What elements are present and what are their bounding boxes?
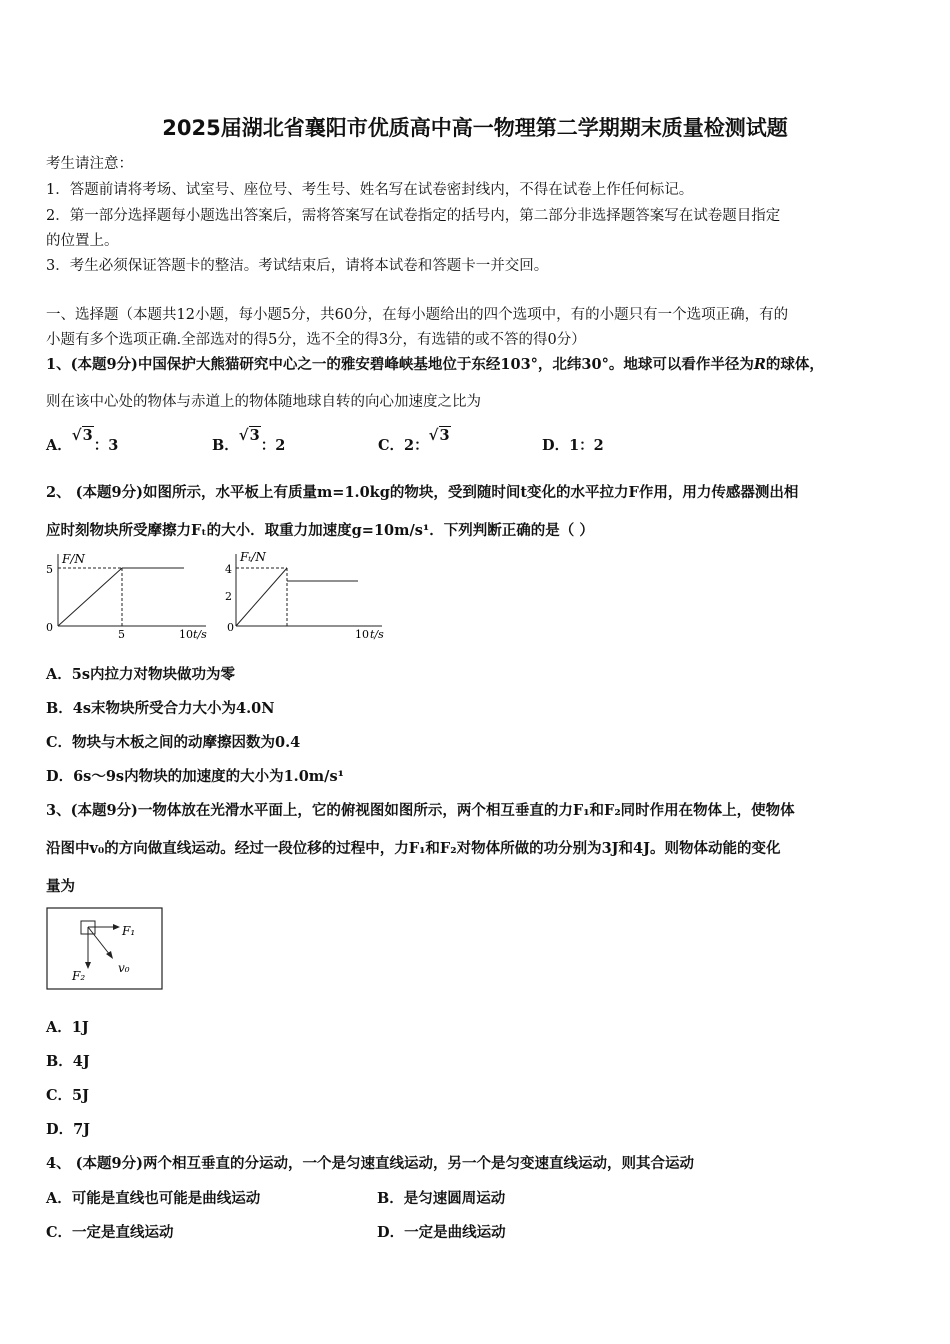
- question-1-text-end: 的球体，: [765, 356, 824, 373]
- sqrt-symbol: √3: [238, 426, 260, 444]
- q3-option-a[interactable]: A．1J: [46, 1019, 89, 1036]
- option-label: C．2：: [378, 437, 429, 454]
- y-axis-label: Fₜ/N: [240, 550, 266, 564]
- sqrt-symbol: √3: [71, 426, 93, 444]
- x-tick: 5: [118, 628, 125, 640]
- q1-option-a[interactable]: [46, 426, 119, 455]
- option-text: ：3: [93, 437, 119, 454]
- q4-option-c[interactable]: C．一定是直线运动: [46, 1224, 174, 1241]
- page-title: 2025届湖北省襄阳市优质高中高一物理第二学期期末质量检测试题: [162, 116, 788, 140]
- v0-label: v₀: [118, 961, 130, 975]
- q1-option-c[interactable]: [378, 426, 451, 455]
- question-1-stem: [46, 353, 824, 374]
- question-3-stem-end: 量为: [46, 878, 75, 895]
- radicand: 3: [439, 427, 450, 444]
- q2-option-d[interactable]: D．6s～9s内物块的加速度的大小为1.0m/s¹: [46, 768, 344, 785]
- sqrt-symbol: √3: [428, 426, 450, 444]
- notice-heading: 考生请注意：: [46, 156, 133, 172]
- option-label: A．: [46, 437, 72, 454]
- section-heading: 一、选择题（本题共12小题，每小题5分，共60分，在每小题给出的四个选项中，有的小题只有一个选项正确，有的: [46, 307, 789, 323]
- y-tick: 5: [46, 563, 53, 576]
- q1-option-d[interactable]: D．1：2: [542, 437, 604, 454]
- radicand: 3: [82, 427, 93, 444]
- force-top-view-figure: [46, 907, 164, 991]
- friction-ramp: [236, 568, 287, 626]
- question-3-stem-cont: 沿图中v₀的方向做直线运动。经过一段位移的过程中，力F₁和F₂对物体所做的功分别为3J和4J。则物体动能的变化: [46, 840, 781, 857]
- y-tick: 2: [225, 590, 232, 603]
- q4-option-a[interactable]: A．可能是直线也可能是曲线运动: [46, 1190, 261, 1207]
- q4-option-b[interactable]: B．是匀速圆周运动: [377, 1190, 506, 1207]
- notice-item: 1．答题前请将考场、试室号、座位号、考生号、姓名写在试卷密封线内，不得在试卷上作任何标记。: [46, 182, 694, 198]
- q1-option-b[interactable]: [212, 426, 286, 455]
- x-axis-label: t/s: [370, 628, 384, 640]
- q2-option-a[interactable]: A．5s内拉力对物块做功为零: [46, 666, 236, 683]
- section-heading-cont: 小题有多个选项正确.全部选对的得5分，选不全的得3分，有选错的或不答的得0分）: [46, 332, 586, 348]
- x-tick: 10: [179, 628, 193, 640]
- question-1-stem-cont: 则在该中心处的物体与赤道上的物体随地球自转的向心加速度之比为: [46, 394, 481, 410]
- v0-arrow: [88, 927, 110, 955]
- force-ramp: [58, 568, 122, 626]
- question-2-stem: 2、 (本题9分)如图所示，水平板上有质量m=1.0kg的物块，受到随时间t变化的水平拉力F作用，用力传感器测出相: [46, 484, 799, 501]
- q4-option-d[interactable]: D．一定是曲线运动: [377, 1224, 506, 1241]
- origin-label: 0: [227, 621, 234, 634]
- x-axis-label: t/s: [193, 628, 207, 640]
- x-tick: 10: [355, 628, 369, 640]
- v0-arrowhead: [106, 951, 113, 959]
- f1-label: F₁: [122, 924, 136, 938]
- q2-option-c[interactable]: C．物块与木板之间的动摩擦因数为0.4: [46, 734, 301, 751]
- option-label: B．: [212, 437, 239, 454]
- y-axis-label: F/N: [62, 552, 85, 566]
- question-1-text: 1、(本题9分)中国保护大熊猫研究中心之一的雅安碧峰峡基地位于东经103°，北纬30°。地球可以看作半径为: [46, 356, 754, 373]
- origin-label: 0: [46, 621, 53, 634]
- question-4-stem: 4、 (本题9分)两个相互垂直的分运动，一个是匀速直线运动，另一个是匀变速直线运动，则其合运动: [46, 1155, 694, 1172]
- radicand: 3: [249, 427, 260, 444]
- option-text: ：2: [260, 437, 286, 454]
- y-tick: 4: [225, 563, 232, 576]
- f1-arrowhead: [113, 924, 120, 930]
- friction-time-graph: [222, 548, 402, 640]
- question-3-stem: 3、(本题9分)一物体放在光滑水平面上，它的俯视图如图所示，两个相互垂直的力F₁和F₂同时作用在物体上，使物体: [46, 802, 795, 819]
- radius-symbol: R: [753, 356, 766, 373]
- f2-label: F₂: [72, 969, 86, 983]
- notice-item: 2．第一部分选择题每小题选出答案后，需将答案写在试卷指定的括号内，第二部分非选择题答案写在试卷题目指定: [46, 208, 781, 224]
- force-time-graph: [40, 548, 220, 640]
- q3-option-d[interactable]: D．7J: [46, 1121, 91, 1138]
- notice-item: 的位置上。: [46, 233, 119, 249]
- q3-option-b[interactable]: B．4J: [46, 1053, 90, 1070]
- q2-option-b[interactable]: B．4s末物块所受合力大小为4.0N: [46, 700, 275, 717]
- f2-arrowhead: [85, 962, 91, 969]
- q3-option-c[interactable]: C．5J: [46, 1087, 89, 1104]
- notice-item: 3．考生必须保证答题卡的整洁。考试结束后，请将本试卷和答题卡一并交回。: [46, 258, 549, 274]
- question-2-stem-cont: 应时刻物块所受摩擦力Fₜ的大小．取重力加速度g=10m/s¹．下列判断正确的是（ ）: [46, 522, 594, 539]
